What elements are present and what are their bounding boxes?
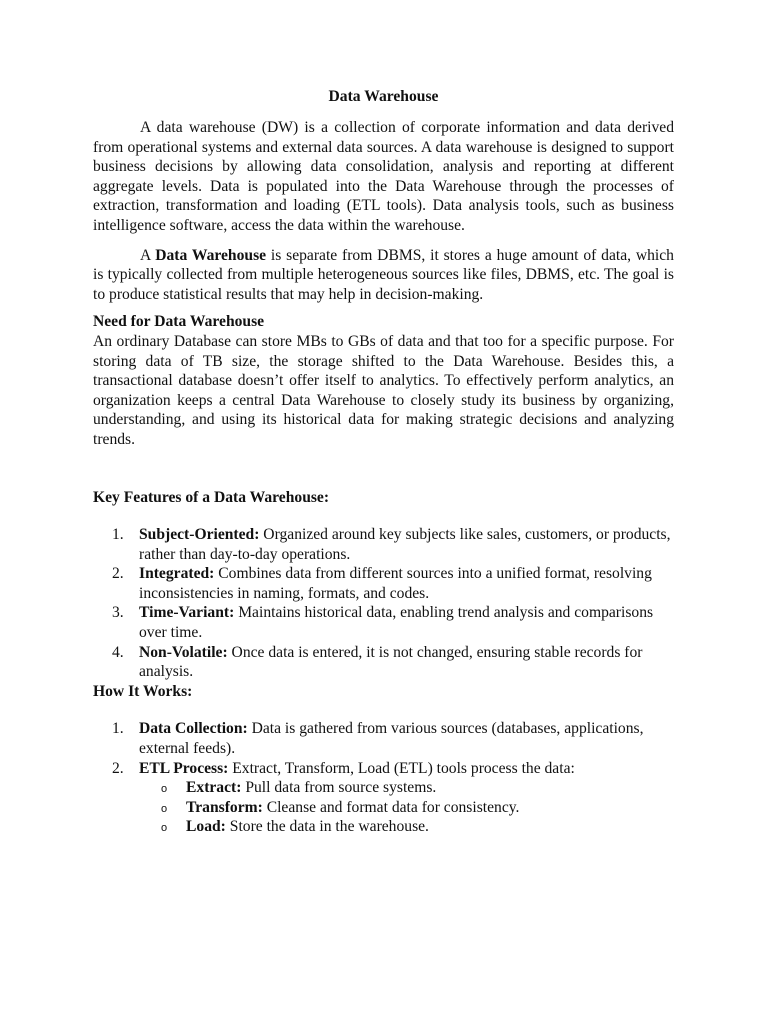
- sub-list-item-text: Store the data in the warehouse.: [225, 818, 429, 836]
- sub-list-item-term: Transform:: [186, 798, 263, 816]
- list-number: 2.: [112, 759, 124, 777]
- list-number: 1.: [112, 526, 124, 544]
- intro-paragraph-2-rest: is separate from DBMS, it stores a huge amount of data, which is typically collected from multiple heterogeneous sources like files, DBMS, etc. The goal is to produce statistical results that may help in decision-making.: [93, 246, 674, 303]
- list-item-text: Maintains historical data, enabling trend analysis and comparisons over time.: [139, 604, 654, 642]
- list-item-text: Data is gathered from various sources (databases, applications, external feeds).: [139, 720, 644, 758]
- need-paragraph: An ordinary Database can store MBs to GBs of data and that too for a specific purpose. For storing data of TB size, the storage shifted to the Data Warehouse. Besides this, a transactional database doesn’t offer itself to analytics. To effectively perform analytics, an organization keeps a central Data Warehouse to closely study its business by organizing, understanding, and using its historical data for making strategic decisions and analyzing trends.: [93, 332, 674, 448]
- intro-paragraph-2-prefix: A: [140, 246, 156, 264]
- list-item-term: ETL Process:: [139, 759, 229, 777]
- etl-sublist: [139, 778, 674, 837]
- list-number: 1.: [112, 720, 124, 738]
- list-item: [93, 719, 674, 758]
- list-item-text: Extract, Transform, Load (ETL) tools process the data:: [228, 759, 575, 777]
- list-item: [93, 525, 674, 564]
- list-item: [93, 564, 674, 603]
- sub-list-item: [139, 798, 674, 818]
- page-title: Data Warehouse: [328, 88, 439, 105]
- sub-list-item-text: Pull data from source systems.: [241, 779, 437, 797]
- features-list: [93, 525, 674, 682]
- list-item: [93, 643, 674, 682]
- features-heading: Key Features of a Data Warehouse:: [93, 488, 330, 506]
- circle-bullet-icon: o: [161, 783, 168, 796]
- list-item-term: Subject-Oriented:: [139, 526, 260, 544]
- list-item-text: Once data is entered, it is not changed, ensuring stable records for analysis.: [139, 643, 643, 681]
- intro-paragraph-1: A data warehouse (DW) is a collection of corporate information and data derived from operational systems and external data sources. A data warehouse is designed to support business decisions by allowing data consolidation, analysis and reporting at different aggregate levels. Data is populated into the Data Warehouse through the processes of extraction, transformation and loading (ETL tools). Data analysis tools, such as business intelligence software, access the data within the warehouse.: [93, 119, 674, 234]
- list-number: 3.: [112, 604, 124, 622]
- document-page: [93, 86, 674, 837]
- list-item-text: Combines data from different sources into a unified format, resolving inconsistencies in naming, formats, and codes.: [139, 565, 652, 602]
- how-heading: How It Works:: [93, 682, 193, 700]
- circle-bullet-icon: o: [161, 802, 168, 815]
- intro-paragraph-2-bold-term: Data Warehouse: [155, 246, 267, 264]
- sub-list-item: [139, 817, 674, 837]
- list-number: 4.: [112, 643, 124, 661]
- list-item-term: Non-Volatile:: [139, 643, 228, 661]
- intro-paragraph-2: [93, 246, 674, 305]
- sub-list-item-term: Extract:: [186, 779, 242, 797]
- list-item-text: Organized around key subjects like sales, customers, or products, rather than day-to-day operations.: [139, 526, 671, 563]
- list-item-term: Data Collection:: [139, 720, 248, 738]
- list-item-term: Integrated:: [139, 565, 215, 583]
- need-heading: Need for Data Warehouse: [93, 313, 265, 331]
- list-item: [93, 603, 674, 642]
- list-item-term: Time-Variant:: [139, 604, 235, 622]
- how-list: [93, 719, 674, 837]
- sub-list-item-term: Load:: [186, 818, 226, 836]
- sub-list-item-text: Cleanse and format data for consistency.: [262, 798, 520, 816]
- list-item: [93, 759, 674, 837]
- sub-list-item: [139, 778, 674, 798]
- list-number: 2.: [112, 565, 124, 583]
- circle-bullet-icon: o: [161, 822, 168, 835]
